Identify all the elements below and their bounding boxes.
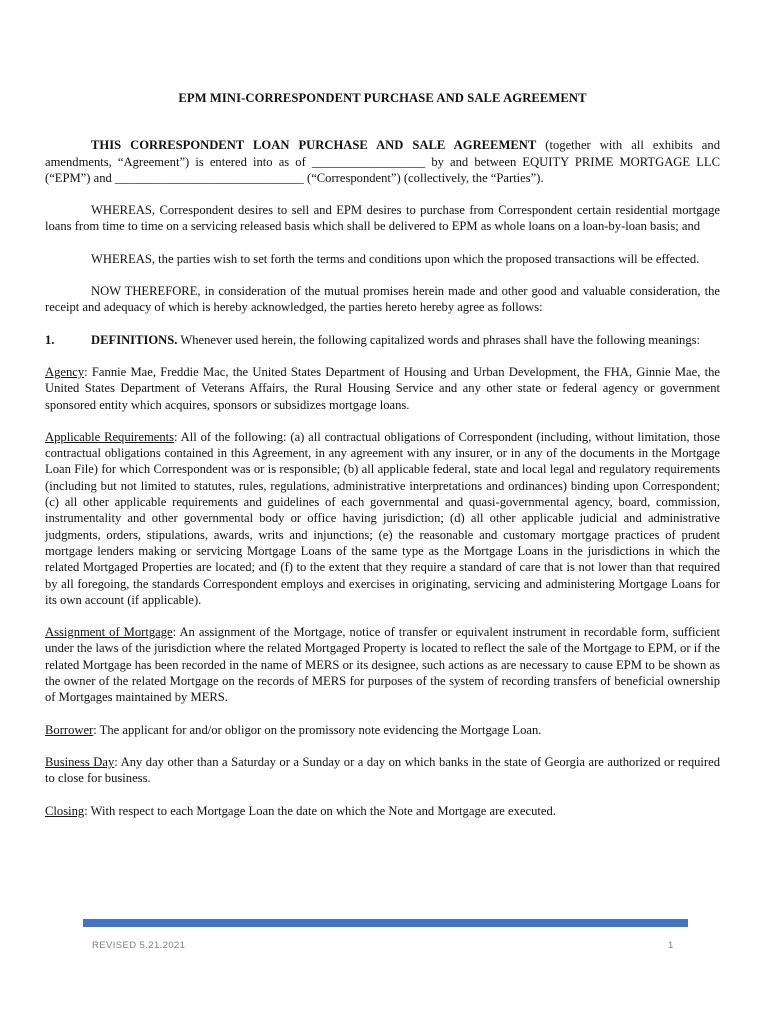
definition-text: : With respect to each Mortgage Loan the date on which the Note and Mortgage are executed.	[84, 803, 556, 818]
definition-term: Assignment of Mortgage	[45, 625, 173, 640]
definition-term: Borrower	[45, 722, 94, 737]
definition-text: : Any day other than a Saturday or a Sunday or a day on which banks in the state of Georgia are authorized or required to close for business.	[45, 754, 720, 786]
definition-borrower	[45, 722, 720, 738]
definition-agency	[45, 364, 720, 413]
section-number: 1.	[45, 332, 55, 347]
definition-term: Business Day	[45, 754, 115, 769]
footer-page-number: 1	[668, 940, 674, 951]
whereas-paragraph-2: WHEREAS, the parties wish to set forth the terms and conditions upon which the proposed transactions will be effected.	[91, 251, 700, 266]
definition-term: Agency	[45, 364, 85, 379]
intro-lead: THIS CORRESPONDENT LOAN PURCHASE AND SALE AGREEMENT	[91, 138, 537, 153]
footer-revised-date: REVISED 5.21.2021	[92, 940, 186, 951]
section-intro: Whenever used herein, the following capitalized words and phrases shall have the following meanings:	[177, 332, 701, 347]
definition-term: Applicable Requirements	[45, 429, 175, 444]
definition-business-day	[45, 754, 720, 787]
section-title: DEFINITIONS.	[91, 332, 178, 347]
definition-text: : An assignment of the Mortgage, notice of transfer or equivalent instrument in recordable form, sufficient under the laws of the jurisdiction where the related Mortgaged Property is located to reflect the sale of the Mortgage to EPM, or if the related Mortgage has been recorded in the name of MERS or its designee, such actions as are necessary to cause EPM to be shown as the owner of the related Mortgage on the records of MERS for purposes of the system of recording transfers of beneficial ownership of Mortgages maintained by MERS.	[45, 625, 720, 705]
whereas-paragraph-1: WHEREAS, Correspondent desires to sell and EPM desires to purchase from Correspondent certain residential mortgage loans from time to time on a servicing released basis which shall be delivered to EPM as whole loans on a loan-by-loan basis; and	[45, 203, 720, 234]
intro-paragraph	[45, 137, 720, 186]
definition-assignment-of-mortgage	[45, 624, 720, 705]
definition-text: : Fannie Mae, Freddie Mac, the United States Department of Housing and Urban Development, the FHA, Ginnie Mae, the United States Department of Veterans Affairs, the Rural Housing Service and any other state or federal agency or government sponsored entity which acquires, sponsors or subsidizes mortgage loans.	[45, 364, 720, 412]
now-therefore-paragraph: NOW THEREFORE, in consideration of the mutual promises herein made and other good and valuable consideration, the receipt and adequacy of which is hereby acknowledged, the parties hereto hereby agree as follows:	[45, 284, 720, 315]
definition-term: Closing	[45, 803, 85, 818]
document-body	[45, 90, 720, 835]
definition-applicable-requirements	[45, 429, 720, 608]
document-title: EPM MINI-CORRESPONDENT PURCHASE AND SALE AGREEMENT	[178, 91, 587, 105]
definition-text: : All of the following: (a) all contractual obligations of Correspondent (including, without limitation, those contractual obligations contained in this Agreement, in any agreement with any insurer, or in any of the documents in the Mortgage Loan File) for which Correspondent was or is responsible; (b) all applicable federal, state and local legal and regulatory requirements (including but not limited to statutes, rules, regulations, administrative interpretations and ordinances) binding upon Correspondent; (c) all other applicable requirements and guidelines of each governmental and quasi-governmental agency, board, commission, instrumentality and other governmental body or office having jurisdiction; (d) all other applicable judicial and administrative judgments, orders, stipulations, awards, writs and injunctions; (e) the reasonable and customary mortgage practices of prudent mortgage lenders making or servicing Mortgage Loans of the same type as the Mortgage Loans in the jurisdictions in which the related Mortgaged Properties are located; and (f) to the extent that they require a standard of care that is not lower than that required by all foregoing, the standards Correspondent employs and exercises in originating, servicing and administering Mortgage Loans for its own account (if applicable).	[45, 429, 720, 607]
definition-text: : The applicant for and/or obligor on the promissory note evidencing the Mortgage Loan.	[93, 722, 542, 737]
footer-divider-bar	[83, 919, 688, 927]
definition-closing	[45, 803, 720, 819]
intro-text: (together with all exhibits and amendments, “Agreement”) is entered into as of __________________ by and between EQUITY PRIME MORTGAGE LLC (“EPM”) and ______________________________ (“Correspondent”) (collectively, the “Parties”).	[45, 138, 720, 185]
section-1-heading	[45, 332, 720, 348]
